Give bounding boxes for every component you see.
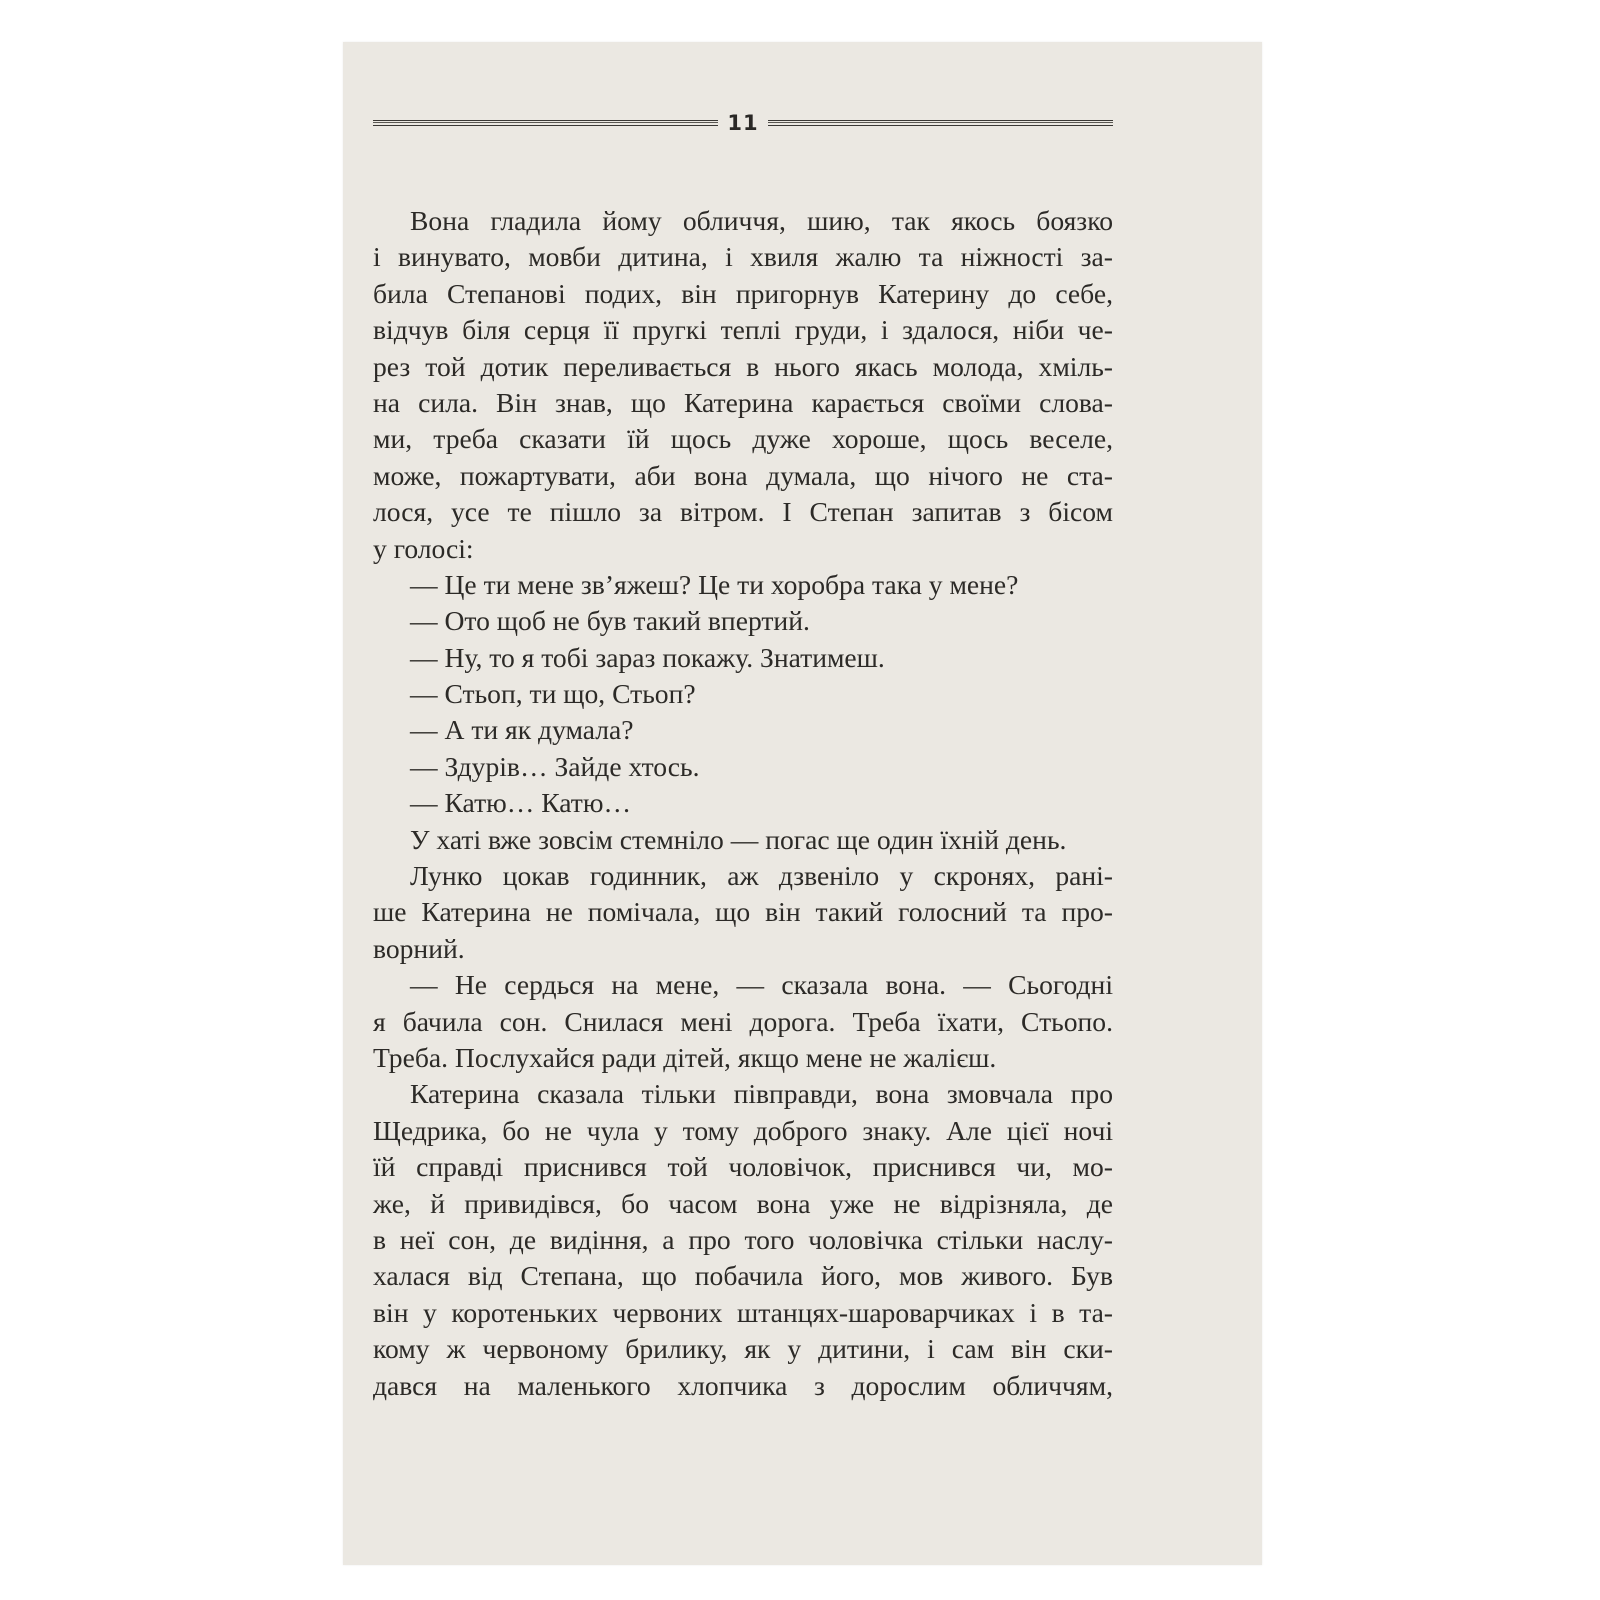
text-line: лося, усе те пішло за вітром. І Степан запитав з бісом [373,496,1113,528]
text-line: била Степанові подих, він пригорнув Катерину до себе, [373,277,1113,309]
text-line: їй справді приснився той чоловічок, приснився чи, мо- [373,1151,1113,1183]
text-line: я бачила сон. Снилася мені дорога. Треба їхати, Стьопо. [373,1005,1113,1037]
text-line: може, пожартувати, аби вона думала, що нічого не ста- [373,459,1113,491]
text-line: Треба. Послухайся ради дітей, якщо мене не жалієш. [373,1041,997,1073]
text-line: халася від Степана, що побачила його, мов живого. Був [373,1260,1113,1292]
text-line: — Ну, то я тобі зараз покажу. Знатимеш. [410,641,885,673]
text-line: — Не сердься на мене, — сказала вона. — Сьогодні [410,969,1113,1001]
text-line: на сила. Він знав, що Катерина карається своїми слова- [373,386,1113,418]
text-line: — А ти як думала? [410,714,634,746]
text-line: Катерина сказала тільки півправди, вона змовчала про [410,1078,1113,1110]
text-line: У хаті вже зовсім стемніло — погас ще один їхній день. [410,823,1067,855]
page-header [373,108,1113,138]
text-line: — Стьоп, ти що, Стьоп? [410,678,696,710]
text-line: — Здурів… Зайде хтось. [410,750,700,782]
text-line: дався на маленького хлопчика з дорослим обличчям, [373,1369,1113,1401]
text-line: відчув біля серця її пругкі теплі груди, і здалося, ніби че- [373,314,1113,346]
header-rule-left [373,119,718,128]
text-line: же, й привидівся, бо часом вона уже не відрізняла, де [373,1187,1113,1219]
text-line: у голосі: [373,532,474,564]
text-line: в неї сон, де видіння, а про того чоловічка стільки наслу- [373,1223,1113,1255]
text-line: ше Катерина не помічала, що він такий голосний та про- [373,896,1113,928]
text-line: ми, треба сказати їй щось дуже хороше, щось веселе, [373,423,1113,455]
header-rule-right [768,119,1113,128]
text-line: ворний. [373,932,465,964]
text-line: і винувато, мовби дитина, і хвиля жалю та ніжності за- [373,241,1113,273]
text-line: — Це ти мене зв’яжеш? Це ти хоробра така у мене? [410,568,1019,600]
text-line: Щедрика, бо не чула у тому доброго знаку. Але цієї ночі [373,1114,1113,1146]
page-number: 11 [727,111,759,135]
text-line: Лунко цокав годинник, аж дзвеніло у скронях, рані- [410,860,1113,892]
text-line: рез той дотик переливається в нього якась молода, хміль- [373,350,1113,382]
text-line: кому ж червоному брилику, як у дитини, і сам він ски- [373,1333,1113,1365]
book-page [343,42,1262,1565]
text-line: Вона гладила йому обличчя, шию, так якось боязко [410,205,1113,236]
text-line: — Катю… Катю… [410,787,632,819]
text-line: — Ото щоб не був такий впертий. [410,605,810,637]
body-text [373,203,1113,1404]
text-line: він у коротеньких червоних штанцях-шароварчиках і в та- [373,1296,1113,1328]
